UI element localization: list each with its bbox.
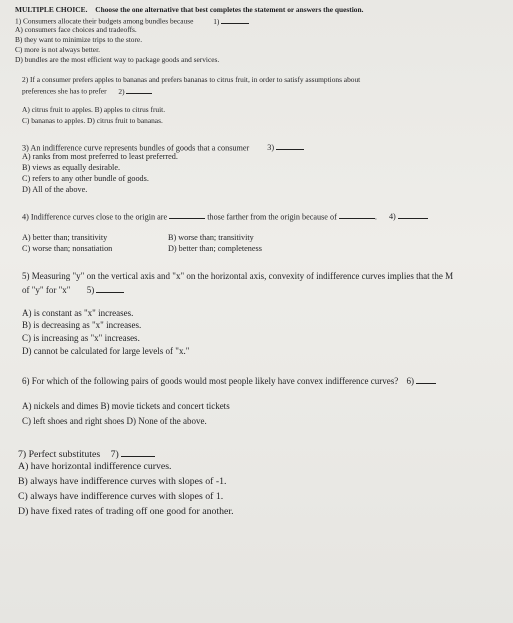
q7-option-b[interactable]: B) always have indifference curves with slopes of -1. xyxy=(18,476,227,487)
q2-number: 2) xyxy=(118,86,125,96)
q7-option-c[interactable]: C) always have indifference curves with slopes of 1. xyxy=(18,491,224,502)
q4-number: 4) xyxy=(388,212,396,222)
q1-option-d[interactable]: D) bundles are the most efficient way to package goods and services. xyxy=(15,55,220,64)
q6-stem: 6) For which of the following pairs of goods would most people likely have convex indifference curves? 6) xyxy=(22,375,436,386)
q5-option-a[interactable]: A) is constant as "x" increases. xyxy=(22,308,134,318)
q2-options-ab[interactable]: A) citrus fruit to apples. B) apples to citrus fruit. xyxy=(22,105,166,114)
q3-answer-blank[interactable] xyxy=(276,142,304,150)
q3-option-b[interactable]: B) views as equally desirable. xyxy=(22,163,120,172)
q2-options-cd[interactable]: C) bananas to apples. D) citrus fruit to bananas. xyxy=(22,116,163,125)
q2-stem-line2: preferences she has to prefer 2) xyxy=(22,86,152,95)
header xyxy=(15,6,363,13)
q4-answer-blank[interactable] xyxy=(398,211,428,219)
q4-option-a[interactable]: A) better than; transitivity xyxy=(22,233,108,242)
q7-option-a[interactable]: A) have horizontal indifference curves. xyxy=(18,461,172,472)
q4-blank-2[interactable] xyxy=(339,211,375,219)
q2-answer-blank[interactable] xyxy=(126,86,152,94)
q4-option-d[interactable]: D) better than; completeness xyxy=(168,244,262,253)
q6-options-cd[interactable]: C) left shoes and right shoes D) None of the above. xyxy=(22,416,207,426)
q4-option-c[interactable]: C) worse than; nonsatiation xyxy=(22,244,113,253)
q7-number: 7) xyxy=(110,448,119,460)
q1-number: 1) xyxy=(213,16,220,26)
q1-answer-blank[interactable] xyxy=(221,16,249,24)
q5-option-c[interactable]: C) is increasing as "x" increases. xyxy=(22,333,140,343)
q3-option-c[interactable]: C) refers to any other bundle of goods. xyxy=(22,174,149,183)
q6-options-ab[interactable]: A) nickels and dimes B) movie tickets and concert tickets xyxy=(22,401,230,411)
q4-stem: 4) Indifference curves close to the origin are those farther from the origin because of . 4) xyxy=(22,211,428,222)
q5-stem-line2: of "y" for "x" 5) xyxy=(22,284,124,295)
q1-option-b[interactable]: B) they want to minimize trips to the store. xyxy=(15,35,143,44)
q6-answer-blank[interactable] xyxy=(416,375,436,384)
q3-stem: 3) An indifference curve represents bundles of goods that a consumer 3) xyxy=(22,142,304,153)
q7-option-d[interactable]: D) have fixed rates of trading off one good for another. xyxy=(18,506,234,517)
q1-option-c[interactable]: C) more is not always better. xyxy=(15,45,100,54)
q5-number: 5) xyxy=(86,285,95,296)
q7-answer-blank[interactable] xyxy=(121,447,155,457)
q5-stem-line1: 5) Measuring "y" on the vertical axis and "x" on the horizontal axis, convexity of indifference curves implies that the M xyxy=(22,271,454,281)
header-title: MULTIPLE CHOICE. xyxy=(15,5,88,14)
q1-option-a[interactable]: A) consumers face choices and tradeoffs. xyxy=(15,25,137,34)
q5-option-d[interactable]: D) cannot be calculated for large levels of "x." xyxy=(22,346,190,356)
q7-stem: 7) Perfect substitutes 7) xyxy=(18,447,155,460)
q5-answer-blank[interactable] xyxy=(96,284,124,293)
q3-option-d[interactable]: D) All of the above. xyxy=(22,185,88,194)
q6-number: 6) xyxy=(406,376,414,387)
q1-stem: 1) Consumers allocate their budgets among bundles because 1) xyxy=(15,16,249,25)
q5-option-b[interactable]: B) is decreasing as "x" increases. xyxy=(22,320,142,330)
q4-option-b[interactable]: B) worse than; transitivity xyxy=(168,233,254,242)
q3-option-a[interactable]: A) ranks from most preferred to least preferred. xyxy=(22,152,178,161)
q2-stem-line1: 2) If a consumer prefers apples to bananas and prefers bananas to citrus fruit, in order to satisfy assumptions about xyxy=(22,75,361,84)
header-instruction: Choose the one alternative that best completes the statement or answers the question. xyxy=(95,5,364,14)
q3-number: 3) xyxy=(267,143,275,153)
q4-blank-1[interactable] xyxy=(169,211,205,219)
